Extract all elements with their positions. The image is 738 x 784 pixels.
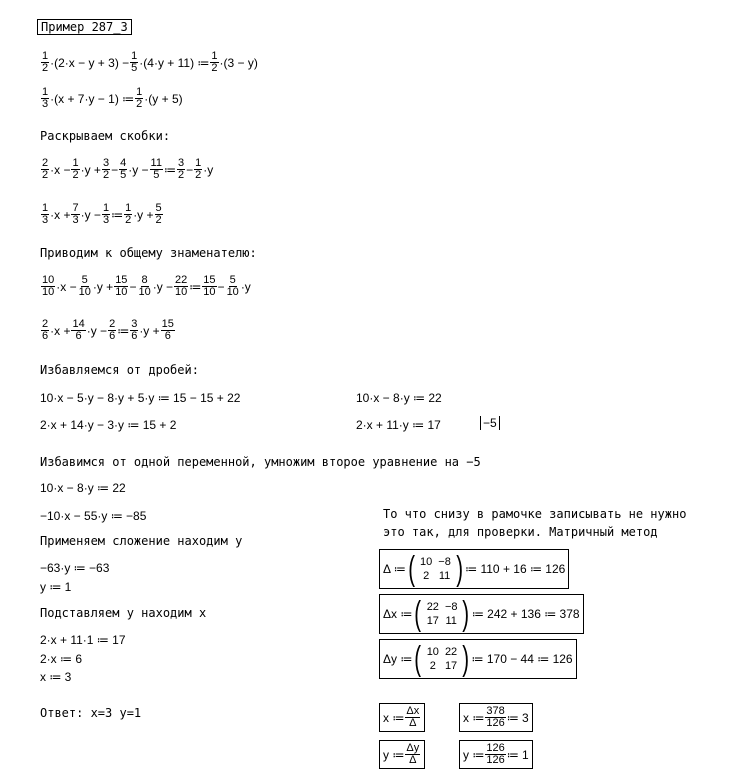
equation-3: 2 2 ·x − $\frac{1}{2}$ ·y + $\frac{3}{2}$ − $\frac{4}{5}$ ·y − $\frac{11}{5}$ ≔ 3 2 − $\frac{1}{2}$ ·y	[42, 157, 214, 181]
multiplier-marker: −5	[480, 416, 500, 430]
heading-remove-fractions: Избавляемся от дробей:	[40, 363, 199, 377]
equation-6: 2 6 ·x + $\frac{14}{6}$ ·y − $\frac{2}{6}$ ≔ 3 6 ·y + $\frac{15}{6}$	[42, 318, 174, 342]
equation-5: 10 10 ·x − $\frac{5}{10}$ ·y + $\frac{15}{10}$ − $\frac{8}{10}$ ·y − $\frac{22}{10}$ ≔ 15 10 − $\frac{5}{10}$ ·y	[42, 274, 251, 298]
equation-4: 1 3 ·x + $\frac{7}{3}$ ·y − $\frac{1}{3}$ ≔ 1 2 ·y + $\frac{5}{2}$	[42, 202, 162, 226]
equation-1: 1 2 ·(2·x − y + 3) − $\frac{1}{5}$ ·(4·y + 11) ≔ 1 2 ·(3 − y)	[42, 50, 258, 74]
equation-11: −63·y ≔ −63	[40, 561, 110, 575]
equation-15: x ≔ 3	[40, 670, 72, 684]
equation-9: 10·x − 8·y ≔ 22	[40, 481, 126, 495]
heading-substitute: Подставляем y находим x	[40, 606, 207, 620]
fraction: 1 3	[42, 86, 49, 110]
equation-2: 1 3 ·(x + 7·y − 1) ≔ 1 2 ·(y + 5)	[42, 86, 183, 110]
equation-14: 2·x ≔ 6	[40, 652, 83, 666]
value-y: y ≔ 126 126 ≔ 1	[459, 740, 533, 769]
determinant-delta: Δ ≔ ( 10 −8 2 11 ) ≔ 110 + 16 ≔ 126	[379, 549, 569, 589]
page-title: Пример 287_3	[37, 19, 132, 35]
formula-x: x ≔ Δx Δ	[379, 703, 425, 732]
heading-open-brackets: Раскрываем скобки:	[40, 129, 171, 143]
fraction: 1 2	[42, 50, 49, 74]
fraction: 1 2	[211, 50, 218, 74]
heading-common-denominator: Приводим к общему знаменателю:	[40, 246, 257, 260]
answer: Ответ: x=3 y=1	[40, 706, 142, 720]
equation-10: −10·x − 55·y ≔ −85	[40, 509, 147, 523]
heading-addition: Применяем сложение находим y	[40, 534, 243, 548]
fraction: 1 2	[136, 86, 143, 110]
equation-8b: 2·x + 11·y ≔ 17	[356, 418, 441, 432]
heading-eliminate: Избавимся от одной переменной, умножим второе уравнение на −5	[40, 455, 481, 469]
formula-y: y ≔ Δy Δ	[379, 740, 425, 769]
fraction: $\frac{1}{5}$	[131, 50, 138, 74]
note-line-1: То что снизу в рамочке записывать не нужно	[383, 507, 687, 521]
equation-13: 2·x + 11·1 ≔ 17	[40, 633, 126, 647]
equation-8a: 2·x + 14·y − 3·y ≔ 15 + 2	[40, 418, 177, 432]
equation-7a: 10·x − 5·y − 8·y + 5·y ≔ 15 − 15 + 22	[40, 391, 241, 405]
equation-12: y ≔ 1	[40, 580, 72, 594]
determinant-delta-y: Δy ≔ ( 10 22 2 17 ) ≔ 170 − 44 ≔ 126	[379, 639, 577, 679]
value-x: x ≔ 378 126 ≔ 3	[459, 703, 533, 732]
equation-7b: 10·x − 8·y ≔ 22	[356, 391, 442, 405]
note-line-2: это так, для проверки. Матричный метод	[383, 525, 658, 539]
determinant-delta-x: Δx ≔ ( 22 −8 17 11 ) ≔ 242 + 136 ≔ 378	[379, 594, 584, 634]
